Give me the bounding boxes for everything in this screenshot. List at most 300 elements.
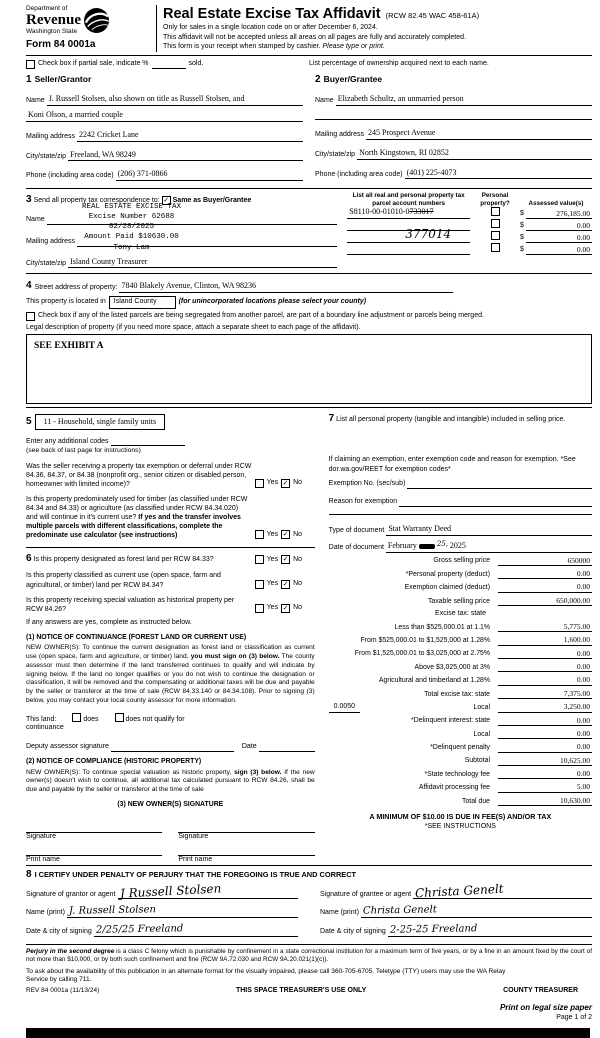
stamp-excise-number: Excise Number 62688 [88,213,175,222]
corr-city-value: Island County Treasurer [70,256,148,266]
corr-name-label: Name [26,215,45,223]
tax-row-label: Total due [462,797,490,805]
treasurer-excise-stamp [82,202,181,253]
page-number: Page 1 of 2 [556,1014,592,1022]
tax-row-value-field[interactable]: 0.00 [498,729,592,739]
exemption-no-checkbox[interactable] [281,479,290,488]
section-6-number: 6 [26,553,32,565]
yes-label: Yes [266,530,279,538]
type-of-document-field[interactable] [386,524,592,536]
compliance-text-bold: sign (3) below. [234,768,282,776]
additional-codes-field[interactable] [111,436,185,446]
tax-row [329,649,592,659]
seller-phone-value: (206) 371-0866 [117,169,168,179]
tax-row-value-field[interactable]: 10,625.00 [498,756,592,766]
deputy-assessor-label: Deputy assessor signature [26,743,109,751]
buyer-city-value: North Kingstown, RI 02852 [359,147,449,157]
stamp-amount-paid: Amount Paid $10630.00 [84,233,179,242]
exemption-yes-checkbox[interactable] [255,479,264,488]
grantee-date-city-label: Date & city of signing [320,928,386,936]
personal-property-checkbox-3[interactable] [491,231,500,240]
personal-property-checkbox-1[interactable] [491,207,500,216]
buyer-mailing-label: Mailing address [315,131,365,138]
seller-name-value-1: J. Russell Stolsen, also shown on title as Russell Stolsen, and [48,94,245,104]
grantor-certification [26,882,298,937]
section-5-number: 5 [26,416,32,428]
grantor-signature-label: Signature of grantor or agent [26,890,116,898]
additional-codes-note: (see back of last page for instructions) [26,447,141,455]
perjury-bold: Perjury in the second degree [26,947,115,955]
tax-row-value-field[interactable]: 0.00 [498,582,592,592]
legal-description-box[interactable] [26,334,592,404]
parcel-number-struck: 733017 [409,207,434,217]
notice-continuance-paragraph [26,644,315,705]
agency-block [26,5,156,52]
tax-row [329,622,592,632]
form-title-rcw: (RCW 82.45 WAC 458-61A) [385,11,480,20]
form-number: Form 84 0001a [26,39,96,51]
continuance-text-a: NEW OWNER(S): To continue the current designation as forest land or classification as current use (open space, farm and agriculture, or timber) land, [26,644,315,660]
parcel-number-value: S8110-00-01010-0 [349,207,410,217]
segregated-label: Check box if any of the listed parcels are being segregated from another parcel, are part of a boundary line adjustment or parcels being merged. [38,311,484,319]
reason-exemption-label: Reason for exemption [328,498,398,506]
print-name-label: Print name [26,856,60,864]
stamp-title: REAL ESTATE EXCISE TAX [82,203,182,211]
corr-mailing-label: Mailing address [26,237,76,245]
deputy-assessor-signature-field[interactable] [111,742,234,752]
legal-description-label: Legal description of property (if you need more space, attach a separate sheet to each page of the affidavit). [26,323,361,331]
grantee-signature-label: Signature of grantee or agent [320,890,412,898]
q-timber-bold: If yes and the transfer involves multiple parcels with different classifications, complete the predominate use calculator (see instructions) [26,514,241,540]
grantor-name-print-field[interactable] [67,906,298,918]
grantee-name-print-ink: Christa Genelt [362,904,437,918]
header-note-3-text: This form is your receipt when stamped by cashier. [163,43,323,50]
notice-compliance-heading: (2) NOTICE OF COMPLIANCE (HISTORIC PROPERTY) [26,758,202,766]
yes-label: Yes [266,555,279,563]
current-use-yes-checkbox[interactable] [255,580,264,589]
rev-number: REV 84 0001a (11/13/24) [26,986,100,994]
alternate-format-note: To ask about the availability of this publication in an alternate format for the visually impaired, please call 360-705-6705. Teletype (TTY) users may use the WA Relay Service by calling 711. [26,967,506,984]
type-of-document-label: Type of document [328,527,385,535]
agency-wordmark [26,5,81,36]
date-of-document-label: Date of document [328,543,384,551]
tax-row [329,662,592,672]
section-1-seller [26,72,303,181]
section-2-number: 2 [315,73,321,85]
no-label: No [293,579,303,587]
same-as-buyer-label: Same as Buyer/Grantee [172,197,252,204]
question-exemption-deferral [26,462,315,489]
date-month-value: February [387,540,417,550]
revenue-wordmark: Revenue [26,12,81,29]
seller-city-field[interactable] [68,150,303,162]
tax-row-value-field[interactable]: 5.00 [498,782,592,792]
owner-signature-1 [26,820,162,842]
land-use-code-field[interactable]: 11 - Household, single family units [35,414,166,430]
question-timber-agriculture [26,495,315,540]
parcel-row [347,231,592,243]
seller-mailing-value: 2242 Cricket Lane [79,129,139,139]
handwritten-parcel-correction: 377014 [405,227,452,242]
grantee-signature-field[interactable] [413,881,592,900]
buyer-title: Buyer/Grantee [323,73,383,84]
tax-row-label: Affidavit processing fee [418,784,490,792]
scribbled-out-date [419,544,435,549]
tax-row-label: Above $3,025,000 at 3% [414,663,490,671]
continuance-text-bold: you must sign on (3) below. [190,653,280,660]
grantor-date-city-field[interactable] [94,925,298,937]
buyer-city-label: City/state/zip [315,150,356,158]
tax-row-value-field[interactable]: 3,250.00 [498,702,592,712]
type-of-document-value: Stat Warranty Deed [388,524,452,534]
this-land-label: This land: [26,715,57,723]
tax-row [329,596,592,606]
tax-row [329,729,592,739]
section-4-number: 4 [26,280,32,292]
tax-row [329,689,592,699]
form-title: Real Estate Excise Tax Affidavit [163,6,381,22]
owner-signature-2 [178,820,314,842]
tax-row-value-field[interactable]: 0.00 [498,662,592,672]
owner-print-line-2[interactable] [178,843,314,856]
assessed-value-col-header: Assessed value(s) [528,199,584,207]
tax-row-label: Gross selling price [433,557,490,565]
continuance-word: continuance [26,724,64,732]
date-of-document-field[interactable] [386,541,592,553]
assessed-value-field-1[interactable]: 276,185.00 [526,209,592,219]
corr-city-label: City/state/zip [26,259,67,267]
tax-row-label: From $1,525,000.01 to $3,025,000 at 2.75% [354,650,490,658]
seller-name-field[interactable] [47,94,303,106]
no-label: No [293,555,303,563]
q-exemption-text: Was the seller receiving a property tax exemption or deferral under RCW 84.36, 84.37, or 84.38 (nonprofit org., senior citizen or disabled person, homeowner with limited income)? [26,462,252,488]
historic-yes-checkbox[interactable] [255,604,264,613]
section-2-buyer [303,72,592,181]
tax-row-label: Local [473,730,490,738]
minimum-due-note: A MINIMUM OF $10.00 IS DUE IN FEE(S) AND/OR TAX [369,812,552,822]
owner-print-line-1[interactable] [26,843,162,856]
dollar-sign: $ [520,210,524,218]
tax-row-label: Total excise tax: state [424,690,490,698]
tax-row-value-field[interactable]: 5,775.00 [498,622,592,632]
street-address-label: Street address of property: [34,284,118,291]
section-7-number: 7 [328,413,335,425]
tax-row-value-field[interactable]: 7,375.00 [498,689,592,699]
seller-name-field-2[interactable] [26,110,303,122]
tax-row-label: Exemption claimed (deduct) [404,584,490,592]
personal-property-checkbox-4[interactable] [491,243,500,252]
q-timber-text [26,495,255,540]
tax-row-value-field[interactable]: 0.00 [498,675,592,685]
parcel-row [347,243,592,255]
section-4-property [26,274,592,408]
send-correspondence-label: Send all property tax correspondence to: [33,197,160,204]
buyer-phone-field[interactable] [405,168,592,180]
no-label: No [293,479,303,487]
parcel-row [347,219,592,242]
certification-grid [26,882,592,937]
personal-property-blank-area[interactable] [329,425,592,455]
stamp-date: 02/28/2025 [109,223,155,232]
grantee-date-city-field[interactable] [388,925,592,937]
deputy-date-label: Date [241,743,257,751]
personal-property-label: List all personal property (tangible and intangible) included in selling price. [336,416,566,424]
q-timber-normal: Is this property predominately used for timber (as classified under RCW 84.34 and 84.33) or agriculture (as classified under RCW 84.34.020) and will continue in it's current use? [26,496,248,522]
tax-rows-selling-price [329,556,592,607]
print-legal-size-note: Print on legal size paper [499,1003,592,1013]
located-in-label: This property is located in [26,297,106,305]
assessed-value-field-4[interactable]: 0.00 [526,245,592,255]
signature-label: Signature [178,832,209,840]
corr-city-field[interactable] [68,257,337,269]
yes-label: Yes [266,604,279,612]
parcel-table [347,192,592,268]
header-note-3-italic: Please type or print. [322,43,385,50]
buyer-phone-value: (401) 225-4073 [406,167,457,177]
legal-description-value: SEE EXHIBIT A [34,341,104,352]
q-forest-label: Is this property designated as forest land per RCW 84.33? [33,556,214,564]
county-select[interactable]: Island County [109,296,176,309]
assessed-value-field-2[interactable]: 0.00 [526,221,592,231]
seller-buyer-sections [26,72,592,189]
tax-row-value-field[interactable]: 1,600.00 [498,635,592,645]
owner-print-2 [178,843,314,865]
owner-signature-line-2[interactable] [178,820,314,833]
tax-row-value-field[interactable]: 10,630.00 [498,796,592,806]
parcel-number-field-3[interactable] [347,242,470,243]
exemption-no-label: Exemption No. (sec/sub) [328,480,406,488]
notice-compliance-paragraph [26,769,315,795]
tax-row [329,769,592,779]
forest-no-checkbox[interactable] [281,555,290,564]
tax-row-value-field[interactable]: 0.00 [498,649,592,659]
tax-row-label: Agricultural and timberland at 1.28% [378,677,490,685]
q-current-use-text: Is this property classified as current use (open space, farm and agricultural, or timber) land per RCW 84.34? [26,572,221,589]
question-historic [26,596,315,614]
new-owner-signature-heading: (3) NEW OWNER(S) SIGNATURE [117,801,224,809]
document-block [329,514,592,553]
forest-yes-checkbox[interactable] [255,555,264,564]
compliance-text-c: If the new owner(s) doesn't wish to continue, all additional tax calculated pursuant to RCW 84.26, shall be due and payable by the seller or transferor at the time of sale [26,768,315,794]
buyer-name-field[interactable] [336,94,592,106]
tax-row-label: *Delinquent penalty [430,744,490,751]
current-use-no-checkbox[interactable] [281,580,290,589]
tax-row-prefix: 0.0050 [329,703,360,713]
signature-label: Signature [26,832,56,840]
tax-row-label: *State technology fee [424,770,490,778]
grantee-name-print-field[interactable] [361,906,592,918]
tax-row-label: Taxable selling price [427,597,490,605]
grantor-name-print-label: Name (print) [26,909,65,917]
certification-statement: I CERTIFY UNDER PENALTY OF PERJURY THAT THE FOREGOING IS TRUE AND CORRECT [34,870,357,880]
does-option [72,713,98,725]
q-historic-text: Is this property receiving special valuation as historical property per RCW 84.26? [26,596,235,613]
tax-row [329,556,592,566]
parcel-number-field[interactable] [347,207,470,219]
tax-row-value-field[interactable]: 0.00 [498,716,592,726]
historic-no-checkbox[interactable] [281,604,290,613]
grantor-date-city-label: Date & city of signing [26,928,92,936]
see-instructions-note: *SEE INSTRUCTIONS [424,823,496,831]
county-note: (for unincorporated locations please select your county) [178,297,367,305]
tax-row-value-field[interactable]: 0.00 [498,769,592,779]
tax-row-value-field[interactable]: 0.00 [498,569,592,579]
tax-row [329,716,592,726]
tax-row-value-field[interactable]: 0.00 [498,742,592,752]
seller-title: Seller/Grantor [34,73,92,84]
seller-mailing-label: Mailing address [26,132,76,140]
timber-yes-checkbox[interactable] [255,530,264,539]
seller-phone-label: Phone (including area code) [26,172,114,180]
yes-label: Yes [266,579,279,587]
grantee-date-city-ink: 2-25-25 Freeland [389,923,478,936]
does-not-label: does not qualify for [125,715,185,723]
partial-sale-label: Check box if partial sale, indicate % [38,60,149,67]
form-header [26,5,592,56]
buyer-phone-label: Phone (including area code) [315,170,403,178]
dollar-sign: $ [520,234,524,242]
additional-codes-label: Enter any additional codes [26,437,109,445]
section-1-number: 1 [26,73,32,85]
excise-tax-state-heading: Excise tax: state [435,610,486,618]
tax-row [329,702,592,712]
buyer-mailing-value: 245 Prospect Avenue [368,128,436,137]
section-8-certification [26,866,592,945]
partial-sale-percent-field[interactable] [152,60,186,69]
seller-phone-field[interactable] [116,169,303,181]
left-column [26,412,321,865]
does-checkbox[interactable] [72,713,81,722]
any-answers-yes-note: If any answers are yes, complete as instructed below. [26,618,192,626]
washington-state-label: Washington State [26,28,78,36]
scan-artifact-bar [26,1028,590,1038]
personal-property-checkbox-2[interactable] [491,219,500,228]
tax-row [329,796,592,806]
grantor-name-print-ink: J. Russell Stolsen [68,904,156,918]
personal-property-col-header: Personal property? [480,192,510,207]
no-label: No [293,604,303,612]
tax-row [329,742,592,752]
grantor-signature-ink: J Russell Stolsen [119,880,222,901]
section-5-head [26,414,315,430]
main-columns [26,408,592,866]
owner-print-1 [26,843,162,865]
question-current-use [26,571,315,589]
header-note-2: This affidavit will not be accepted unless all areas on all pages are fully and accurately completed. [163,33,466,41]
tax-row [329,569,592,579]
perjury-statement [26,948,592,965]
timber-no-checkbox[interactable] [281,530,290,539]
segregated-checkbox[interactable] [26,312,35,321]
correspondence-block [26,192,347,268]
date-year-value: 2025 [449,540,466,550]
section-3-number: 3 [26,194,32,205]
parcel-col-header: List all real and personal property tax parcel account numbers [352,192,465,207]
tax-row-label: Subtotal [464,757,490,765]
deputy-date-field[interactable] [259,742,315,752]
section-8-number: 8 [26,869,32,881]
dollar-sign: $ [520,222,524,230]
buyer-name-label: Name [315,97,334,105]
street-address-field[interactable] [119,281,453,293]
grantee-certification [320,882,592,937]
parcel-number-field-2[interactable] [347,227,470,242]
seller-city-label: City/state/zip [26,152,67,160]
dollar-sign: $ [520,246,524,254]
bottom-row [26,987,592,996]
continuance-text-c: The county assessor must then determine if the land transferred continues to qualify and will indicate by signing below. If the land no longer qualifies or you do not wish to continue the designation or classification, it will be removed and the compensating or additional taxes will be due and payable by the seller or transferor at the time of sale (RCW 84.33.140 or 84.34.108). Prior to signing (3) below, you may contact your local county assessor for more information. [26,653,315,704]
buyer-city-field[interactable] [357,148,592,160]
q-forest-text [26,552,255,565]
title-block [156,5,592,52]
header-note-3 [163,42,592,51]
grantor-signature-field[interactable] [118,880,298,901]
street-address-value: 7840 Blakely Avenue, Clinton, WA 98236 [121,281,257,290]
county-treasurer-label: COUNTY TREASURER [503,986,578,994]
section-7-head [329,412,592,425]
print-name-label: Print name [178,856,213,864]
does-label: does [83,715,99,723]
notice-continuance-heading: (1) NOTICE OF CONTINUANCE (FOREST LAND OR CURRENT USE) [26,633,247,641]
personal-property-intro [329,412,592,425]
tax-row [329,756,592,766]
assessed-value-field-3[interactable]: 0.00 [526,233,592,243]
buyer-name-field-2[interactable] [315,110,592,120]
exemption-no-field[interactable] [407,479,592,489]
exemption-note: If claiming an exemption, enter exemption code and reason for exemption. *See dor.wa.gov/REET for exemption codes* [328,456,576,473]
header-note-1: Only for sales in a single location code on or after December 6, 2024. [163,24,378,32]
grantee-signature-ink: Christa Genelt [414,881,504,900]
partial-sale-sold-label: sold. [188,60,204,67]
tax-row-label: Local [473,703,490,711]
land-qualify-row [26,713,315,725]
does-not-checkbox[interactable] [115,713,124,722]
ownership-percentage-note: List percentage of ownership acquired next to each name. [309,60,489,67]
tax-row [329,635,592,645]
question-forest-land [26,552,315,565]
no-label: No [293,530,303,538]
seller-name-value-2: Koni Olson, a married couple [28,110,123,119]
yes-label: Yes [266,479,279,487]
perjury-rest: is a class C felony which is punishable by confinement in a state correctional institution for a maximum term of five years, or by a fine in an amount fixed by the court of not more than $10,000, or by both such confinement and fine (RCW 9A.72.030 and RCW 9A.20.021(1)(c)). [26,947,592,964]
tax-row-label: From $525,000.01 to $1,525,000 at 1.28% [360,637,490,644]
tax-rows-excise [329,622,592,806]
does-not-option [115,713,185,725]
tax-row-value-field[interactable]: 650,000.00 [498,596,592,606]
seller-city-value: Freeland, WA 98249 [70,149,136,159]
seller-mailing-field[interactable] [77,130,303,142]
owner-signature-line-1[interactable] [26,820,162,833]
reason-exemption-field[interactable] [399,497,592,507]
right-column [321,412,592,865]
parcel-number-field-4[interactable] [347,254,470,255]
partial-sale-checkbox[interactable] [26,60,35,69]
buyer-mailing-field[interactable] [366,128,592,140]
tax-row-label: *Delinquent interest: state [411,717,490,725]
grantee-name-print-label: Name (print) [320,909,359,917]
section-3-correspondence [26,189,592,274]
dept-of-label: Department of [26,5,68,12]
compliance-text-a: NEW OWNER(S): To continue special valuation as historic property, [26,768,232,776]
tax-row-value-field[interactable]: 650000 [498,556,592,566]
dor-logo-icon [83,7,110,34]
seller-name-label: Name [26,97,45,105]
tax-row [329,582,592,592]
partial-sale-row [26,56,592,72]
tax-row [329,782,592,792]
grantor-date-city-ink: 2/25/25 Freeland [95,923,184,936]
tax-row-label: Less than $525,000.01 at 1.1% [394,623,490,631]
